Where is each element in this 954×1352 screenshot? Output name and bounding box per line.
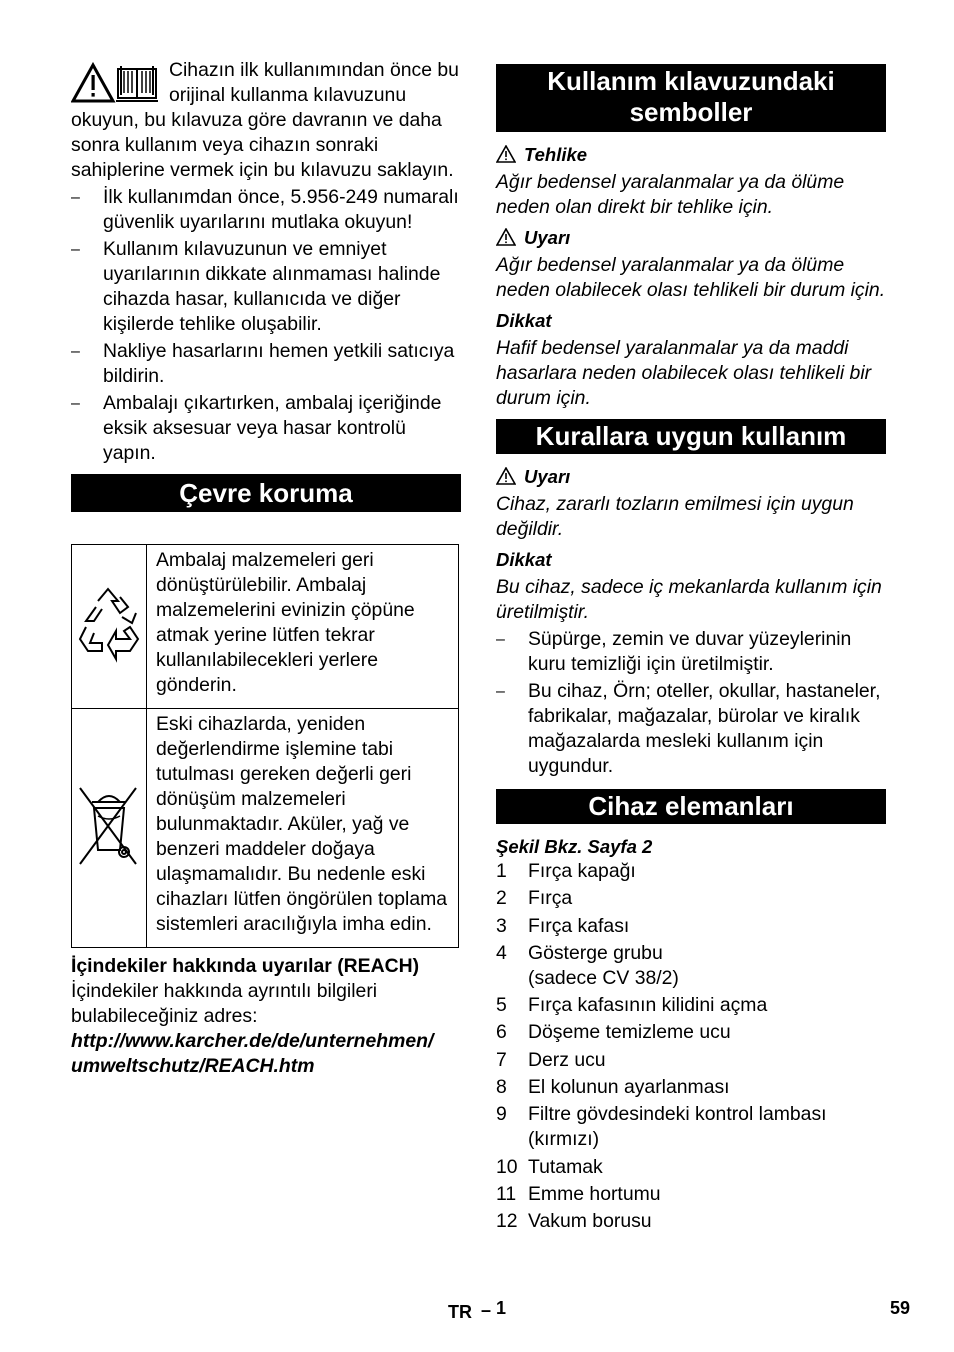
crossed-bin-icon	[72, 780, 146, 870]
usage-caution-label: Dikkat	[496, 549, 552, 570]
list-item: 9 Filtre gövdesindeki kontrol lambası (kırmızı)	[496, 1103, 827, 1151]
footer-separator: –	[481, 1300, 492, 1320]
figure-reference: Şekil Bkz. Sayfa 2	[496, 836, 653, 857]
danger-label: Tehlike	[524, 144, 588, 165]
reach-title: İçindekiler hakkında uyarılar (REACH)	[71, 955, 420, 977]
list-item: – Süpürge, zemin ve duvar yüzeylerinin kuru temizliği için üretilmiştir.	[496, 627, 886, 677]
recycle-icon	[72, 583, 146, 663]
list-item: 8 El kolunun ayarlanması	[496, 1076, 730, 1099]
warning-label: Uyarı	[524, 227, 571, 248]
right-column	[496, 64, 886, 1237]
list-item: 4 Gösterge grubu (sadece CV 38/2)	[496, 941, 679, 989]
list-item: – İlk kullanımdan önce, 5.956-249 numaralı güvenlik uyarılarını mutlaka okuyun!	[71, 185, 461, 235]
warning-triangle-icon	[496, 228, 516, 246]
table-row	[72, 709, 459, 948]
icon-cell	[72, 545, 147, 709]
list-item: 12 Vakum borusu	[496, 1210, 652, 1233]
warning-label-row	[496, 225, 886, 250]
warning-triangle-icon	[496, 145, 516, 163]
list-item: 6 Döşeme temizleme ucu	[496, 1021, 731, 1044]
list-item: 2 Fırça	[496, 887, 573, 910]
page-footer-section	[448, 1296, 506, 1325]
usage-warning-label-row	[496, 464, 886, 489]
footer-language: TR	[448, 1302, 472, 1322]
section-heading-symbols: Kullanım kılavuzundaki semboller	[496, 64, 886, 132]
warning-manual-icons	[71, 62, 163, 104]
list-item: – Ambalajı çıkartırken, ambalaj içeriğinde eksik aksesuar veya hasar kontrolü yapın.	[71, 391, 461, 466]
caution-text: Hafif bedensel yaralanmalar ya da maddi hasarlara neden olabilecek olası tehlikeli bir durum için.	[496, 337, 872, 409]
icon-cell	[72, 709, 147, 948]
list-item: 10 Tutamak	[496, 1155, 603, 1178]
section-heading-environment: Çevre koruma	[71, 474, 461, 512]
danger-label-row	[496, 142, 886, 167]
elements-list	[496, 859, 886, 1234]
list-item: – Bu cihaz, Örn; oteller, okullar, hastaneler, fabrikalar, mağazalar, bürolar ve kiralık mağazalarda mesleki kullanım için uygundur.	[496, 679, 886, 779]
list-item: 3 Fırça kafası	[496, 914, 630, 937]
warning-triangle-icon	[73, 65, 113, 101]
table-cell: Eski cihazlarda, yeniden değerlendirme işlemine tabi tutulması gereken değerli geri dönüşüm malzemeleri bulunmaktadır. Aküler, yağ ve benzeri maddeler doğaya ulaşmamalıdır. Bu nedenle eski cihazları lütfen öngörülen toplama sistemleri aracılığıyla imha edin.	[147, 709, 459, 948]
table-row	[72, 545, 459, 709]
section-heading-usage: Kurallara uygun kullanım	[496, 419, 886, 454]
list-item: – Nakliye hasarlarını hemen yetkili satıcıya bildirin.	[71, 339, 461, 389]
manual-book-icon	[116, 66, 158, 101]
intro-bullet-list	[71, 185, 461, 466]
page-number: 59	[890, 1298, 911, 1318]
usage-bullet-list	[496, 627, 886, 779]
list-item: 7 Derz ucu	[496, 1048, 606, 1071]
table-cell: Ambalaj malzemeleri geri dönüştürülebilir. Ambalaj malzemelerini evinizin çöpüne atmak yerine lütfen tekrar kullanılabilecekleri yerlere gönderin.	[147, 545, 459, 709]
usage-warning-text: Cihaz, zararlı tozların emilmesi için uygun değildir.	[496, 493, 854, 540]
footer-section-number: 1	[496, 1298, 507, 1318]
list-item: – Kullanım kılavuzunun ve emniyet uyarılarının dikkate alınmaması halinde cihazda hasar, kullanıcıda ve diğer kişilerde tehlike oluşabilir.	[71, 237, 461, 337]
usage-caution-text: Bu cihaz, sadece iç mekanlarda kullanım için üretilmiştir.	[496, 576, 882, 623]
warning-text: Ağır bedensel yaralanmalar ya da ölüme neden olabilecek olası tehlikeli bir durum için.	[496, 254, 886, 301]
reach-link[interactable]: http://www.karcher.de/de/unternehmen/ umweltschutz/REACH.htm	[71, 1030, 434, 1077]
list-item: 11 Emme hortumu	[496, 1182, 661, 1205]
left-column	[71, 58, 461, 1079]
intro-text: Cihazın ilk kullanımından önce bu orijinal kullanma kılavuzunu okuyun, bu kılavuza göre davranın ve daha sonra kullanım veya cihazın sonraki sahiplerine vermek için bu kılavuzu saklayın.	[71, 59, 459, 181]
usage-warning-label: Uyarı	[524, 466, 571, 487]
reach-text: İçindekiler hakkında ayrıntılı bilgileri bulabileceğiniz adres:	[71, 980, 378, 1027]
list-item: 1 Fırça kapağı	[496, 860, 636, 882]
warning-triangle-icon	[496, 467, 516, 485]
list-item: 5 Fırça kafasının kilidini açma	[496, 994, 768, 1017]
section-heading-elements: Cihaz elemanları	[496, 789, 886, 824]
danger-text: Ağır bedensel yaralanmalar ya da ölüme neden olan direkt bir tehlike için.	[496, 171, 845, 218]
intro-block	[71, 58, 461, 183]
environment-table	[71, 544, 459, 948]
caution-label: Dikkat	[496, 310, 552, 331]
